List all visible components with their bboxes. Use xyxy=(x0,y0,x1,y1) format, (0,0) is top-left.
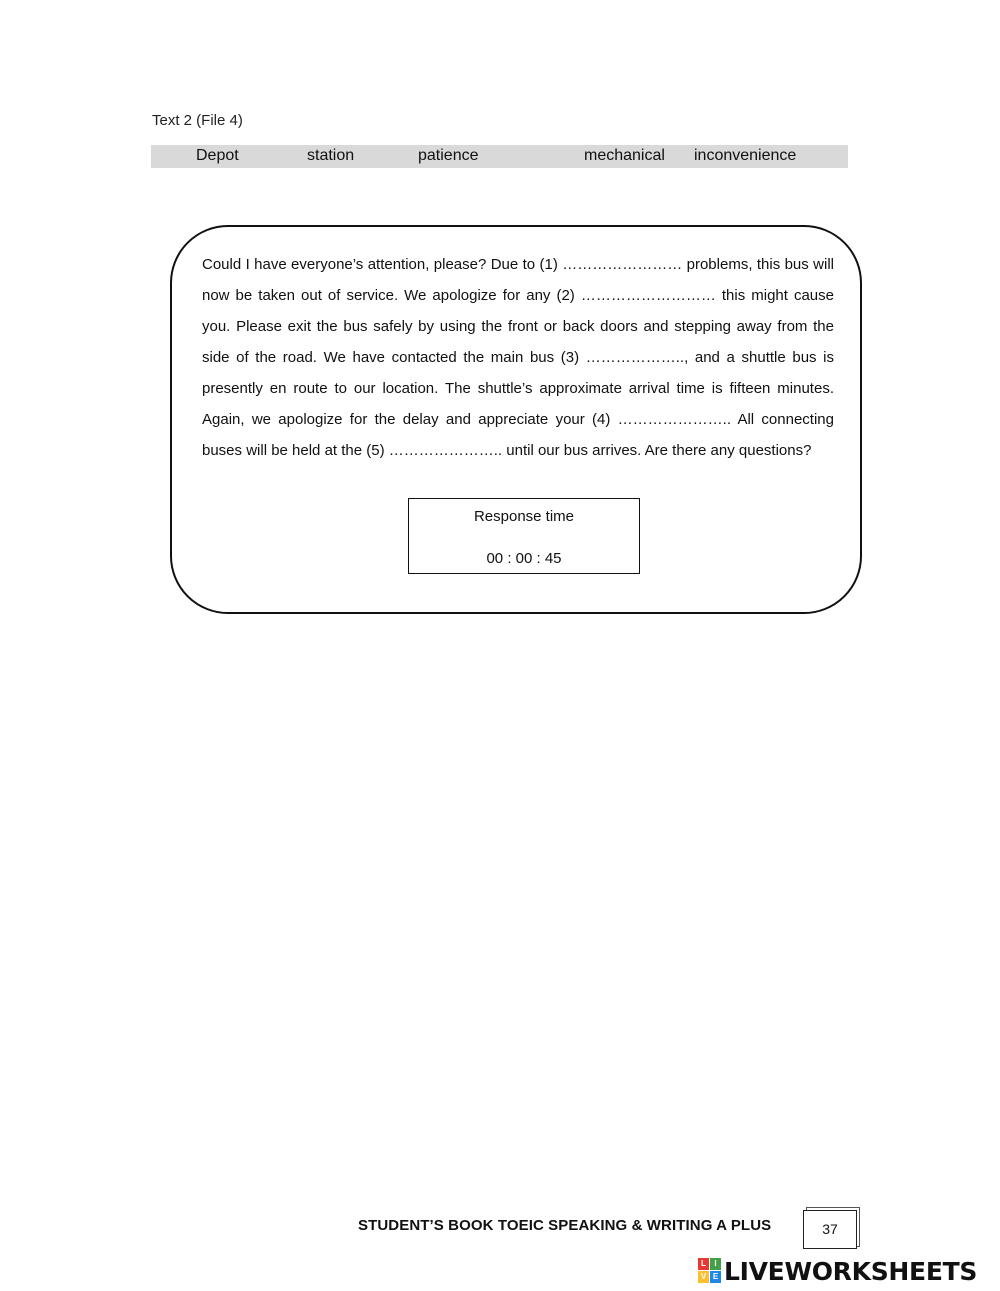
timer-value: 00 : 00 : 45 xyxy=(486,550,562,567)
logo-block-i: I xyxy=(710,1258,721,1270)
logo-text: LIVEWORKSHEETS xyxy=(724,1256,978,1286)
logo-block-v: V xyxy=(698,1271,709,1283)
timer-label: Response time xyxy=(473,508,575,525)
page-number: 37 xyxy=(803,1210,857,1249)
logo-block-e: E xyxy=(710,1271,721,1283)
word-bank xyxy=(151,145,848,168)
page-number-badge xyxy=(803,1207,861,1249)
response-timer xyxy=(408,498,640,574)
liveworksheets-logo xyxy=(698,1256,977,1286)
word-bank-item-depot: Depot xyxy=(196,147,239,164)
section-heading: Text 2 (File 4) xyxy=(152,112,243,129)
word-bank-item-station: station xyxy=(307,147,355,164)
word-bank-item-inconvenience: inconvenience xyxy=(694,147,797,164)
word-bank-item-mechanical: mechanical xyxy=(584,147,665,164)
logo-block-l: L xyxy=(698,1258,709,1270)
footer-book-title: STUDENT’S BOOK TOEIC SPEAKING & WRITING A PLUS xyxy=(358,1217,772,1234)
passage-box xyxy=(170,225,862,614)
word-bank-item-patience: patience xyxy=(418,147,479,164)
logo-blocks-icon xyxy=(698,1258,722,1284)
passage-text: Could I have everyone’s attention, please? Due to (1) …………………… problems, this bus will now be taken out of service. We apologize for any (2) ……………………… this might cause you. Please exit the bus safely by using the front or back doors and stepping away from the side of the road. We have contacted the main bus (3) ……………….., and a shuttle bus is presently en route to our location. The shuttle’s approximate arrival time is fifteen minutes. Again, we apologize for the delay and appreciate your (4) ………………….. All connecting buses will be held at the (5) ………………….. until our bus arrives. Are there any questions? xyxy=(202,256,834,459)
